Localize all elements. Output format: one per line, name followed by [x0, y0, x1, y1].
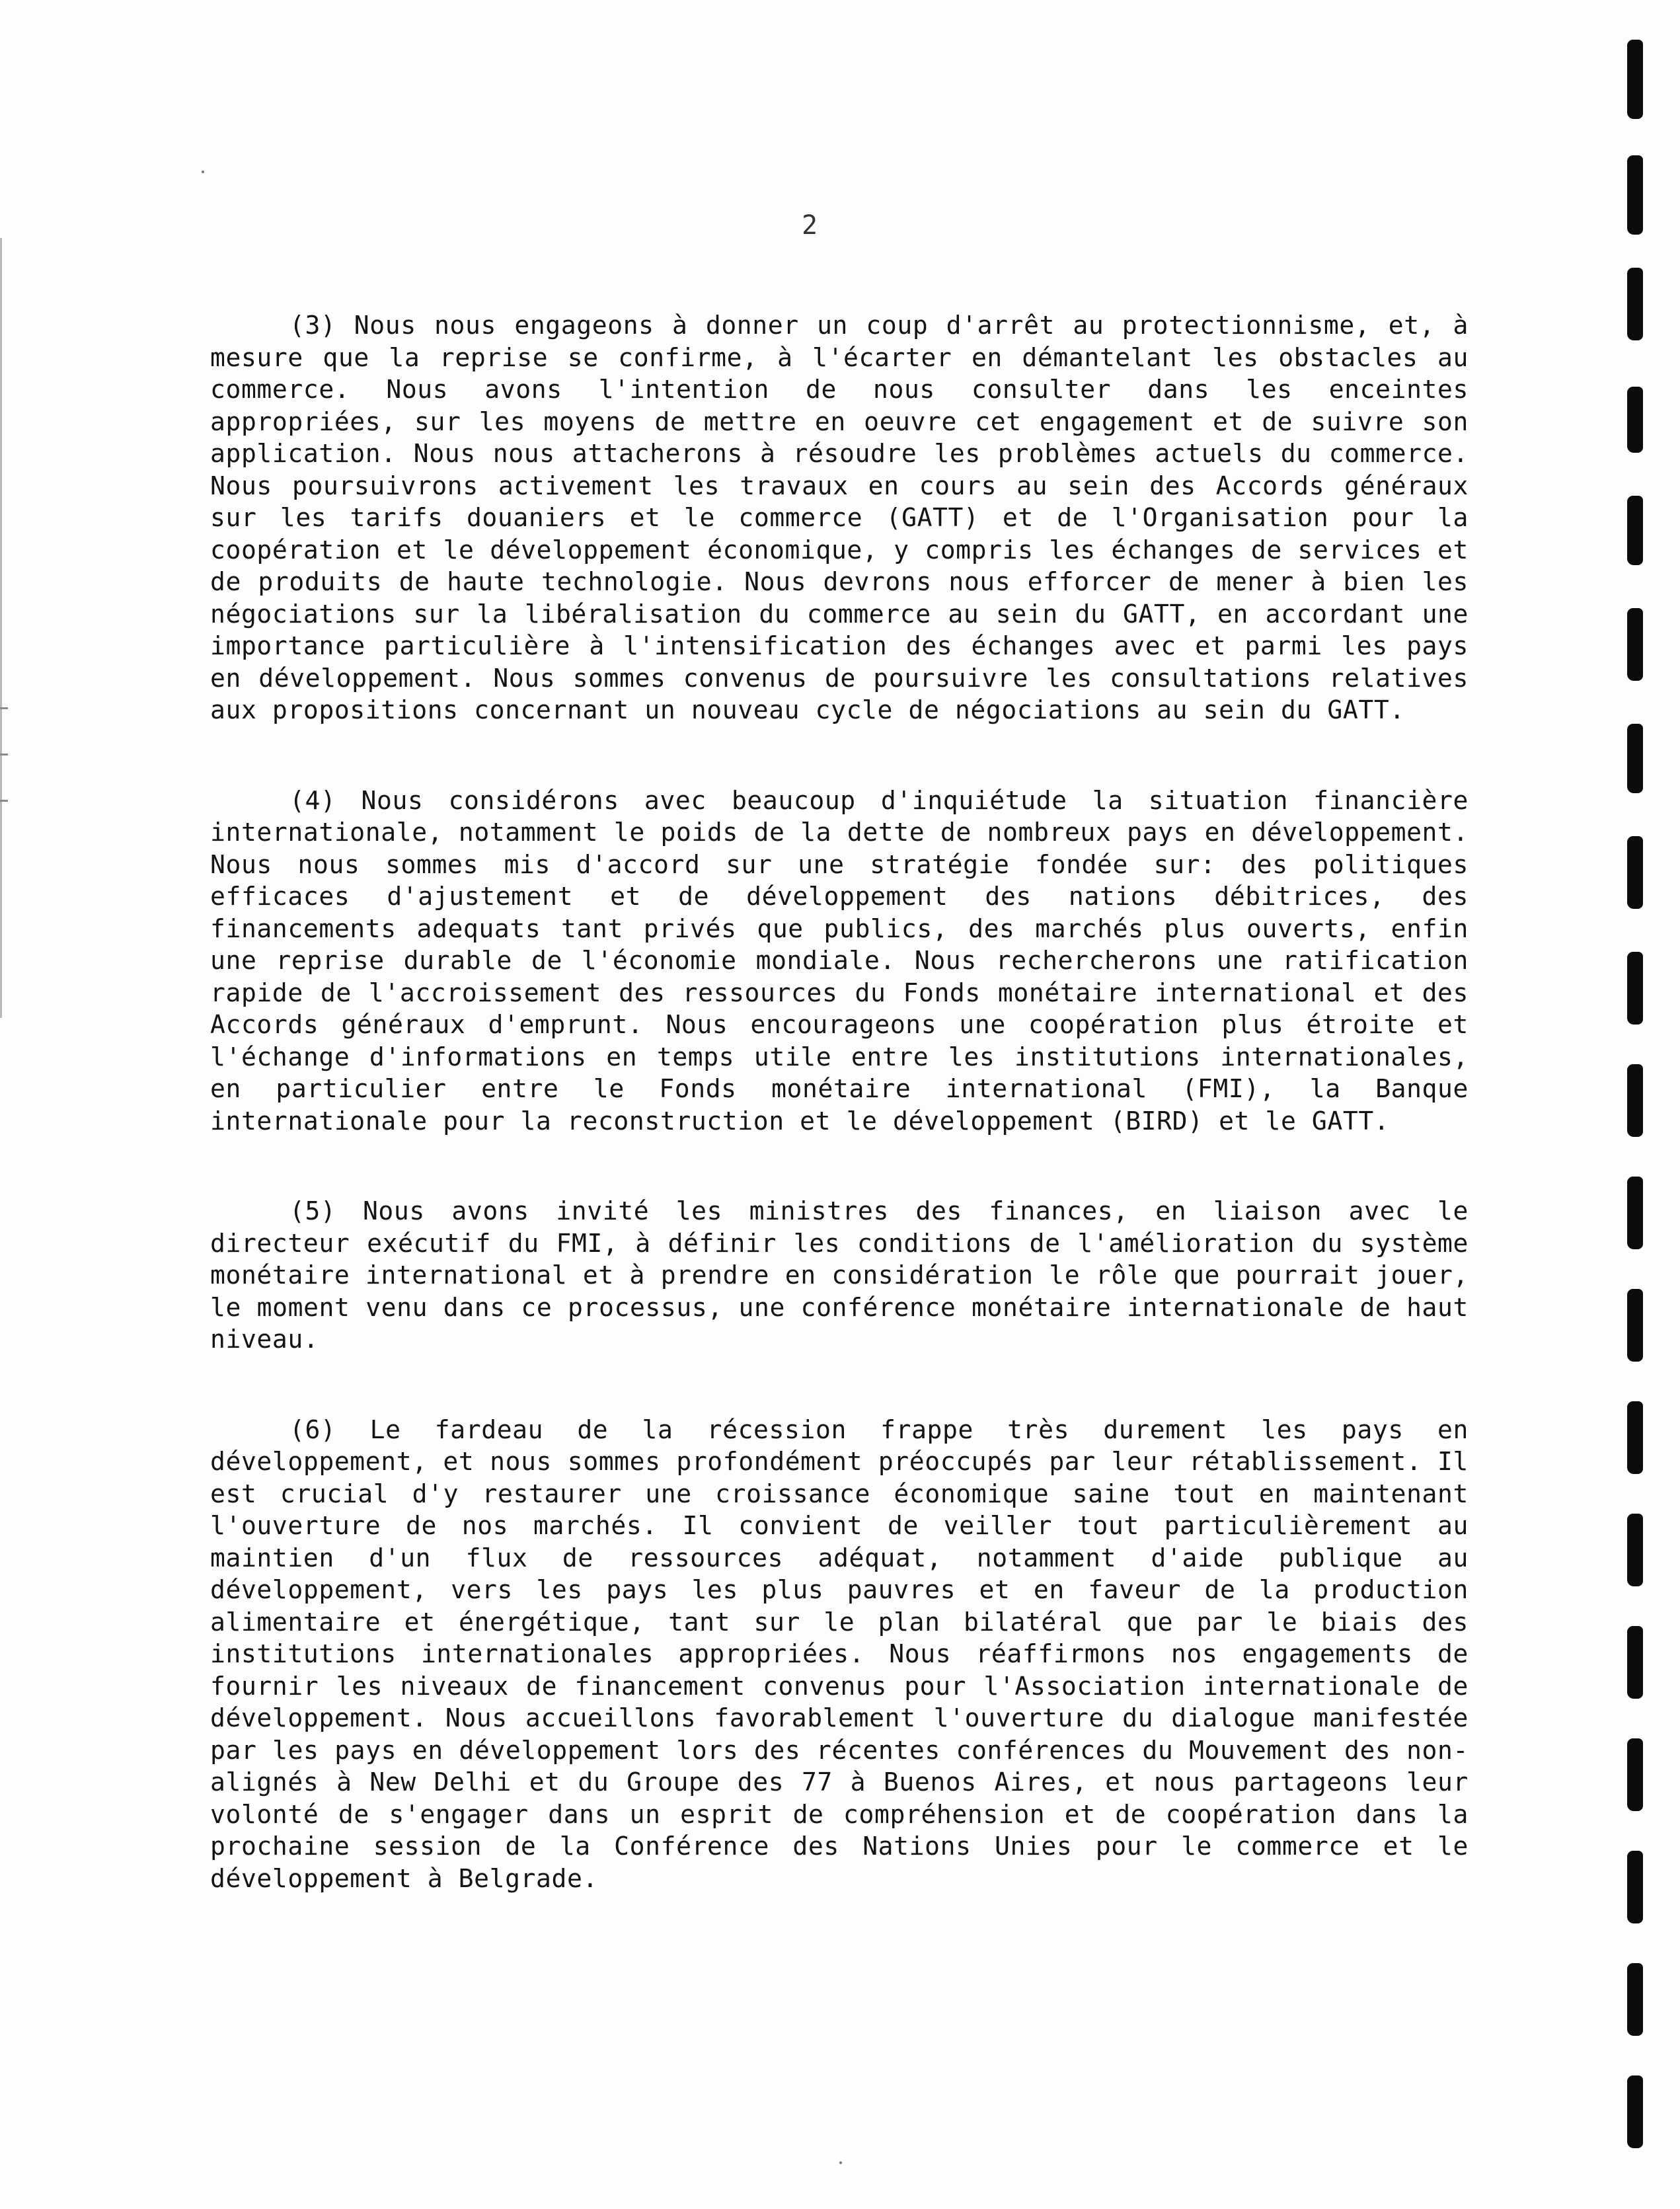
scan-edge-tick	[0, 754, 8, 756]
binding-mark	[1627, 608, 1643, 681]
binding-mark	[1627, 1514, 1643, 1586]
binding-mark	[1627, 387, 1643, 453]
binding-mark	[1627, 40, 1643, 119]
binding-mark	[1627, 1851, 1643, 1923]
scan-edge-tick	[0, 707, 8, 709]
binding-mark	[1627, 2075, 1643, 2148]
binding-mark	[1627, 1626, 1643, 1699]
paragraph-6: (6) Le fardeau de la récession frappe très durement les pays en développement, et nous sommes profondément préoccupés par leur rétablissement. Il est crucial d'y restaurer une croissance économique saine tout en maintenant l'ouverture de nos marchés. Il convient de veiller tout particulièrement au maintien d'un flux de ressources adéquat, notamment d'aide publique au développement, vers les pays les plus pauvres et en faveur de la production alimentaire et énergétique, tant sur le plan bilatéral que par le biais des institutions internationales appropriées. Nous réaffirmons nos engagements de fournir les niveaux de financement convenus pour l'Association internationale de développement. Nous accueillons favorablement l'ouverture du dialogue manifestée par les pays en développement lors des récentes conférences du Mouvement des non-alignés à New Delhi et du Groupe des 77 à Buenos Aires, et nous partageons leur volonté de s'engager dans un esprit de compréhension et de coopération dans la prochaine session de la Conférence des Nations Unies pour le commerce et le développement à Belgrade.	[210, 1415, 1469, 1893]
paragraph-5: (5) Nous avons invité les ministres des finances, en liaison avec le directeur exécutif du FMI, à définir les conditions de l'amélioration du système monétaire international et à prendre en considération le rôle que pourrait jouer, le moment venu dans ce processus, une conférence monétaire internationale de haut niveau.	[210, 1196, 1469, 1354]
page-number: 2	[801, 210, 818, 241]
binding-mark	[1627, 496, 1643, 565]
scan-speck	[839, 2161, 842, 2164]
binding-mark	[1627, 1177, 1643, 1249]
binding-mark	[1627, 1963, 1643, 2036]
binding-mark	[1627, 1064, 1643, 1137]
scan-speck	[202, 171, 204, 173]
paragraph-4: (4) Nous considérons avec beaucoup d'inquiétude la situation financière internationale, notamment le poids de la dette de nombreux pays en développement. Nous nous sommes mis d'accord sur une stratégie fondée sur: des politiques efficaces d'ajustement et de développement des nations débitrices, des financements adequats tant privés que publics, des marchés plus ouverts, enfin une reprise durable de l'économie mondiale. Nous rechercherons une ratification rapide de l'accroissement des ressources du Fonds monétaire international et des Accords généraux d'emprunt. Nous encourageons une coopération plus étroite et l'échange d'informations en temps utile entre les institutions internationales, en particulier entre le Fonds monétaire international (FMI), la Banque internationale pour la reconstruction et le développement (BIRD) et le GATT.	[210, 785, 1469, 1136]
binding-mark	[1627, 268, 1643, 340]
binding-mark	[1627, 1401, 1643, 1474]
binding-mark	[1627, 155, 1643, 235]
binding-mark	[1627, 724, 1643, 793]
document-body	[210, 309, 1469, 1894]
binding-mark	[1627, 1738, 1643, 1811]
scan-edge-line	[0, 238, 2, 1018]
binding-mark	[1627, 1289, 1643, 1362]
scan-edge-tick	[0, 800, 8, 802]
binding-mark	[1627, 836, 1643, 909]
binding-mark	[1627, 952, 1643, 1025]
paragraph-3: (3) Nous nous engageons à donner un coup d'arrêt au protectionnisme, et, à mesure que la reprise se confirme, à l'écarter en démantelant les obstacles au commerce. Nous avons l'intention de nous consulter dans les enceintes appropriées, sur les moyens de mettre en oeuvre cet engagement et de suivre son application. Nous nous attacherons à résoudre les problèmes actuels du commerce. Nous poursuivrons activement les travaux en cours au sein des Accords généraux sur les tarifs douaniers et le commerce (GATT) et de l'Organisation pour la coopération et le développement économique, y compris les échanges de services et de produits de haute technologie. Nous devrons nous efforcer de mener à bien les négociations sur la libéralisation du commerce au sein du GATT, en accordant une importance particulière à l'intensification des échanges avec et parmi les pays en développement. Nous sommes convenus de poursuivre les consultations relatives aux propositions concernant un nouveau cycle de négociations au sein du GATT.	[210, 311, 1469, 724]
